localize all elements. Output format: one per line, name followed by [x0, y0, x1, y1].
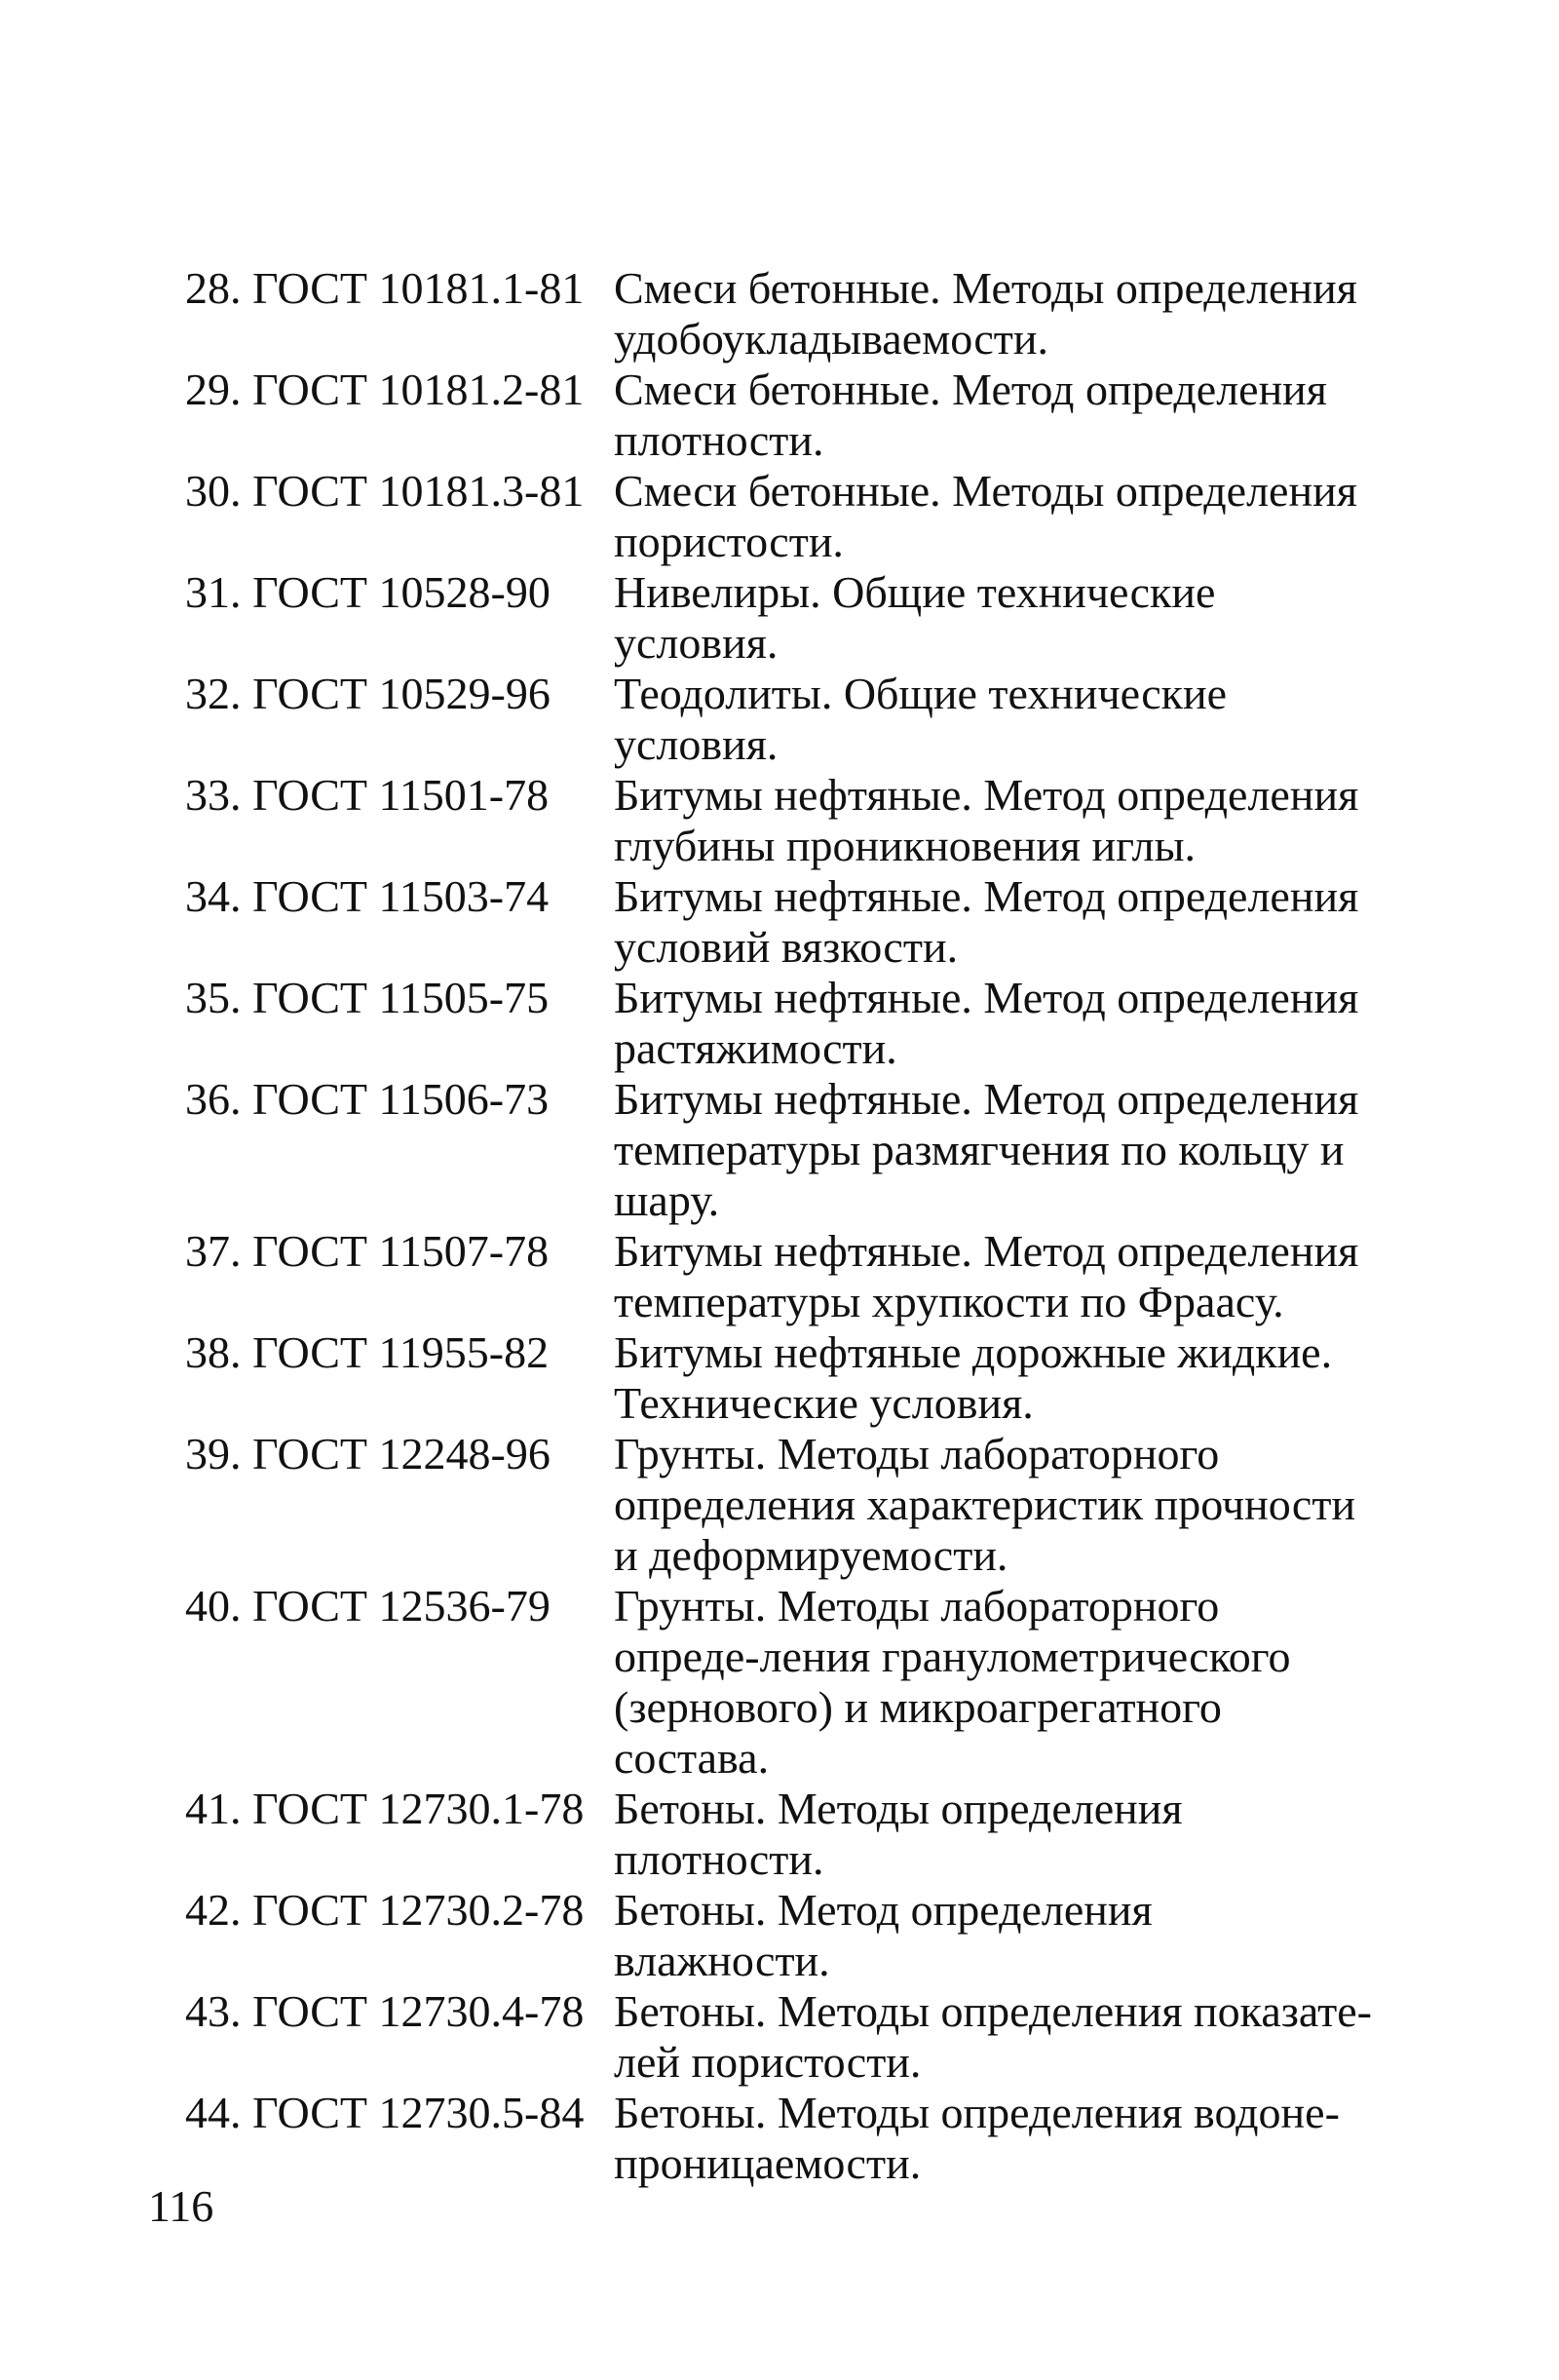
standard-title-line: Бетоны. Методы определения показате-	[614, 1986, 1372, 2036]
list-item	[185, 466, 1384, 567]
standard-title-line: температуры хрупкости по Фраасу.	[614, 1277, 1284, 1326]
list-item	[185, 365, 1384, 466]
list-item	[185, 567, 1384, 669]
standard-title	[614, 669, 1384, 770]
standard-title-line: плотности.	[614, 1834, 824, 1884]
list-item	[185, 973, 1384, 1074]
standard-title-line: определения характеристик прочности	[614, 1479, 1356, 1529]
standard-title-line: Битумы нефтяные. Метод определения	[614, 1074, 1359, 1124]
standard-title	[614, 871, 1384, 973]
standard-title-line: условия.	[614, 719, 779, 769]
standard-title	[614, 1986, 1384, 2088]
standard-title-line: Нивелиры. Общие технические	[614, 567, 1216, 617]
standard-title-line: состава.	[614, 1733, 770, 1783]
standard-title-line: Бетоны. Метод определения	[614, 1885, 1153, 1935]
list-item	[185, 1074, 1384, 1226]
list-item	[185, 1226, 1384, 1327]
standard-title-line: Битумы нефтяные. Метод определения	[614, 973, 1359, 1022]
list-item	[185, 1885, 1384, 1986]
list-item	[185, 770, 1384, 871]
standard-code: 44. ГОСТ 12730.5-84	[185, 2088, 585, 2137]
list-item	[185, 669, 1384, 770]
standard-title	[614, 1429, 1384, 1581]
standard-title	[614, 1885, 1384, 1986]
standard-title	[614, 770, 1384, 871]
standard-title-line: Битумы нефтяные. Метод определения	[614, 1226, 1359, 1276]
standard-title-line: глубины проникновения иглы.	[614, 821, 1197, 870]
standard-code: 29. ГОСТ 10181.2-81	[185, 365, 585, 414]
list-item	[185, 871, 1384, 973]
list-item	[185, 263, 1384, 365]
standard-code: 36. ГОСТ 11506-73	[185, 1074, 550, 1124]
standard-title-line: проницаемости.	[614, 2138, 922, 2188]
standard-title-line: пористости.	[614, 517, 844, 566]
standard-code: 33. ГОСТ 11501-78	[185, 770, 550, 820]
standard-title-line: плотности.	[614, 415, 824, 465]
standard-title-line: Бетоны. Методы определения водоне-	[614, 2088, 1340, 2137]
standard-title-line: Грунты. Методы лабораторного	[614, 1429, 1220, 1478]
standard-title-line: условия.	[614, 618, 779, 668]
standard-title-line: шару.	[614, 1175, 720, 1225]
list-item	[185, 1327, 1384, 1429]
standard-code: 43. ГОСТ 12730.4-78	[185, 1986, 585, 2036]
standard-title	[614, 973, 1384, 1074]
standard-title-line: лей пористости.	[614, 2037, 922, 2087]
standard-title	[614, 365, 1384, 466]
standard-title	[614, 1074, 1384, 1226]
page-number: 116	[148, 2181, 214, 2231]
standard-code: 38. ГОСТ 11955-82	[185, 1327, 550, 1377]
standard-title-line: Смеси бетонные. Методы определения	[614, 263, 1357, 313]
standard-code: 34. ГОСТ 11503-74	[185, 871, 550, 921]
standard-code: 41. ГОСТ 12730.1-78	[185, 1784, 585, 1833]
standard-title-line: удобоукладываемости.	[614, 314, 1049, 364]
list-item	[185, 1581, 1384, 1784]
standard-title	[614, 1784, 1384, 1885]
standard-title-line: Битумы нефтяные. Метод определения	[614, 770, 1359, 820]
standard-title-line: Смеси бетонные. Метод определения	[614, 365, 1327, 414]
standard-title-line: (зернового) и микроагрегатного	[614, 1682, 1222, 1732]
standard-title-line: Бетоны. Методы определения	[614, 1784, 1183, 1833]
reference-list	[185, 263, 1384, 2189]
standard-title-line: условий вязкости.	[614, 922, 959, 972]
standard-title-line: Технические условия.	[614, 1378, 1034, 1428]
standard-title	[614, 1327, 1384, 1429]
standard-title	[614, 263, 1384, 365]
list-item	[185, 1784, 1384, 1885]
standard-title-line: влажности.	[614, 1936, 830, 1985]
standard-code: 37. ГОСТ 11507-78	[185, 1226, 550, 1276]
standard-title	[614, 466, 1384, 567]
standard-title-line: Битумы нефтяные дорожные жидкие.	[614, 1327, 1333, 1377]
standard-title-line: и деформируемости.	[614, 1530, 1008, 1580]
standard-title-line: Теодолиты. Общие технические	[614, 669, 1228, 718]
standard-title-line: растяжимости.	[614, 1023, 897, 1073]
standard-code: 39. ГОСТ 12248-96	[185, 1429, 551, 1478]
standard-title-line: Грунты. Методы лабораторного	[614, 1581, 1220, 1631]
standard-title	[614, 1581, 1384, 1784]
standard-code: 42. ГОСТ 12730.2-78	[185, 1885, 585, 1935]
standard-code: 40. ГОСТ 12536-79	[185, 1581, 551, 1631]
standard-title	[614, 567, 1384, 669]
standard-title	[614, 2088, 1384, 2189]
standard-code: 30. ГОСТ 10181.3-81	[185, 466, 585, 516]
standard-title-line: температуры размягчения по кольцу и	[614, 1125, 1345, 1174]
list-item	[185, 2088, 1384, 2189]
standard-code: 31. ГОСТ 10528-90	[185, 567, 551, 617]
standard-code: 35. ГОСТ 11505-75	[185, 973, 550, 1022]
standard-code: 28. ГОСТ 10181.1-81	[185, 263, 585, 313]
standard-code: 32. ГОСТ 10529-96	[185, 669, 551, 718]
standard-title-line: Битумы нефтяные. Метод определения	[614, 871, 1359, 921]
list-item	[185, 1986, 1384, 2088]
list-item	[185, 1429, 1384, 1581]
standard-title-line: Смеси бетонные. Методы определения	[614, 466, 1357, 516]
standard-title-line: опреде-ления гранулометрического	[614, 1631, 1291, 1681]
standard-title	[614, 1226, 1384, 1327]
